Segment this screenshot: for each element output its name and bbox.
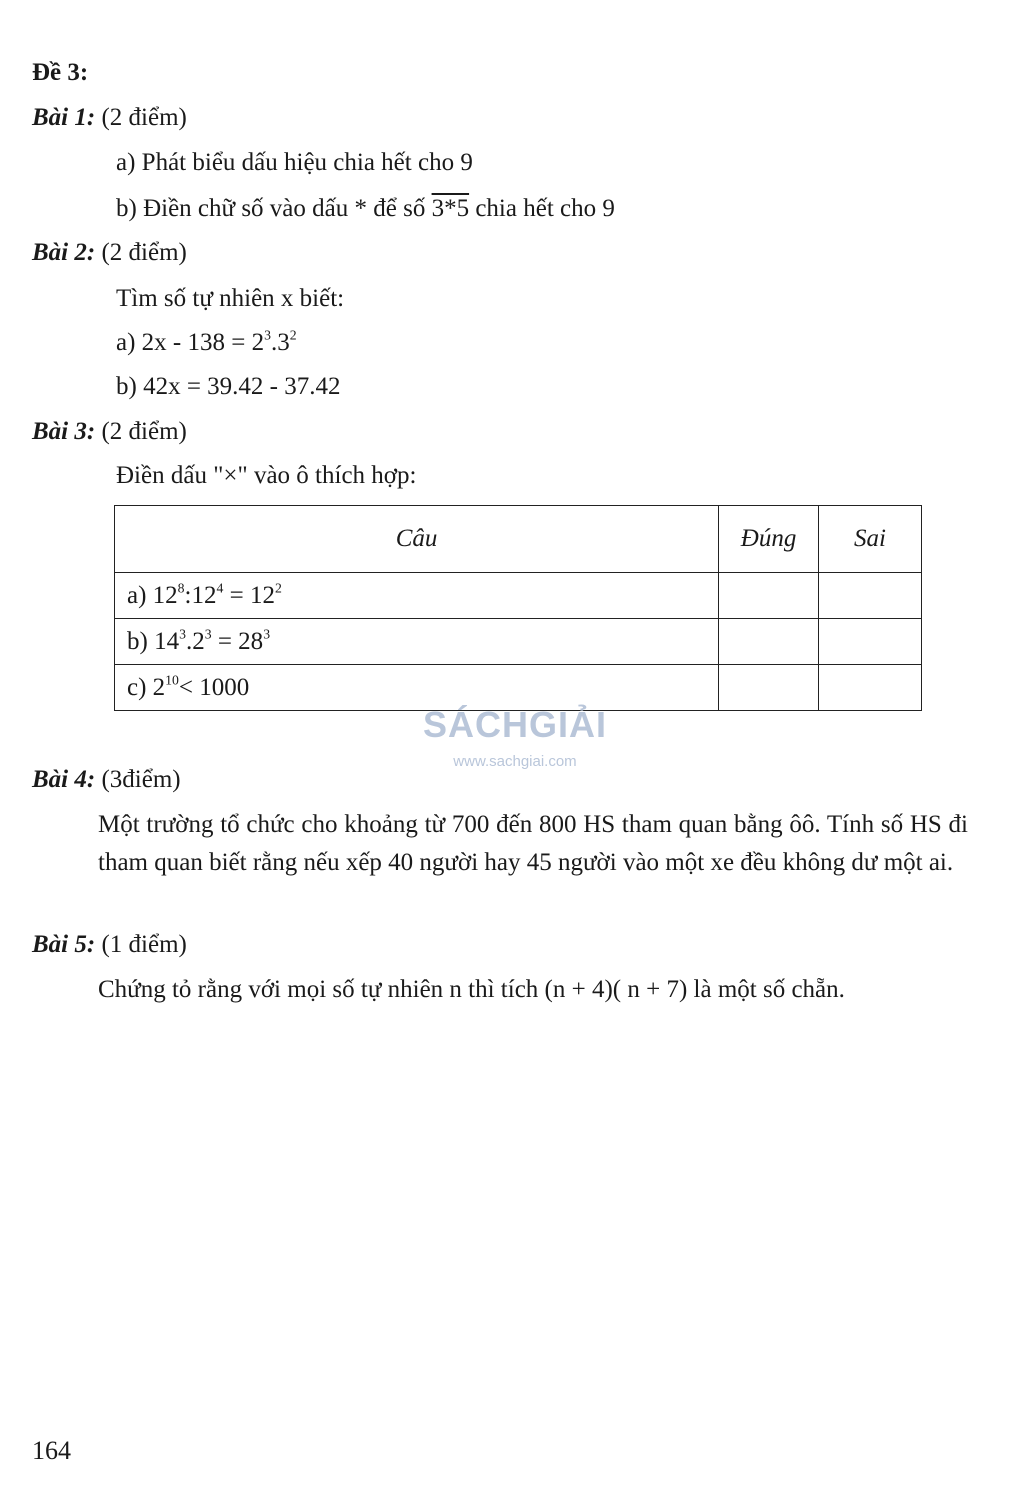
- answer-cell-dung-a[interactable]: [719, 573, 819, 619]
- bai2-a-exp1: 3: [264, 327, 271, 343]
- bai4-heading: [32, 765, 181, 795]
- answer-cell-sai-a[interactable]: [819, 573, 922, 619]
- bai1-label: Bài 1:: [32, 104, 96, 131]
- page-number: 164: [32, 1436, 71, 1465]
- header-dung: Đúng: [719, 506, 819, 573]
- bai1-b-before: b) Điền chữ số vào dấu * để số: [116, 195, 432, 222]
- true-false-table: [114, 505, 922, 711]
- row-a-part3: = 12: [223, 581, 275, 609]
- bai4-label: Bài 4:: [32, 766, 96, 793]
- table-row: [115, 619, 922, 665]
- statement-b: [115, 619, 719, 665]
- exam-title: Đề 3:: [32, 59, 89, 86]
- bai2-a-text: a) 2x - 138 = 2: [116, 329, 265, 356]
- bai1-b-after: chia hết cho 9: [469, 195, 615, 222]
- bai4-points: (3điểm): [101, 766, 181, 793]
- row-a-exp2: 4: [216, 580, 224, 596]
- bai3-points: (2 điểm): [101, 418, 187, 445]
- bai2-a-mid: .3: [270, 329, 290, 356]
- row-c-exp1: 10: [165, 672, 179, 688]
- bai2-label: Bài 2:: [32, 239, 96, 266]
- bai5-label: Bài 5:: [32, 931, 96, 958]
- table-header-row: [115, 506, 922, 573]
- bai2-part-a: [116, 328, 297, 358]
- row-a-part2: :12: [184, 581, 217, 609]
- row-b-part3: = 28: [211, 627, 264, 655]
- bai2-intro: Tìm số tự nhiên x biết:: [116, 285, 345, 312]
- answer-cell-sai-b[interactable]: [819, 619, 922, 665]
- bai3-label: Bài 3:: [32, 418, 96, 445]
- bai1-part-b: [116, 194, 615, 224]
- table-row: [115, 573, 922, 619]
- bai5-text: Chứng tỏ rằng với mọi số tự nhiên n thì tích (n + 4)( n + 7) là một số chẵn.: [98, 976, 845, 1003]
- row-b-part1: b) 14: [127, 627, 180, 655]
- answer-cell-dung-b[interactable]: [719, 619, 819, 665]
- bai4-text: Một trường tổ chức cho khoảng từ 700 đến 800 HS tham quan bằng ôô. Tính số HS đi tham quan biết rằng nếu xếp 40 người hay 45 người vào một xe đều không dư một ai.: [98, 811, 968, 876]
- bai2-part-b: b) 42x = 39.42 - 37.42: [116, 373, 341, 400]
- bai5-heading: [32, 930, 187, 960]
- header-cau: Câu: [115, 506, 719, 573]
- row-b-exp1: 3: [179, 626, 186, 642]
- bai1-part-a: a) Phát biểu dấu hiệu chia hết cho 9: [116, 149, 473, 176]
- bai1-b-number: 3*5: [431, 195, 470, 222]
- bai5-points: (1 điểm): [101, 931, 187, 958]
- answer-cell-sai-c[interactable]: [819, 665, 922, 711]
- header-sai: Sai: [819, 506, 922, 573]
- row-a-exp1: 8: [177, 580, 185, 596]
- row-c-part1: c) 2: [127, 673, 166, 701]
- bai2-a-exp2: 2: [289, 327, 297, 343]
- bai3-heading: [32, 417, 187, 447]
- statement-a: [115, 573, 719, 619]
- row-c-part2: < 1000: [178, 673, 250, 701]
- bai1-heading: [32, 103, 187, 133]
- row-a-exp3: 2: [274, 580, 282, 596]
- bai3-intro: Điền dấu "×" vào ô thích hợp:: [116, 462, 417, 489]
- row-b-exp3: 3: [263, 626, 271, 642]
- watermark-url: www.sachgiai.com: [453, 752, 577, 770]
- answer-cell-dung-c[interactable]: [719, 665, 819, 711]
- bai2-heading: [32, 238, 187, 268]
- row-b-part2: .2: [185, 627, 205, 655]
- bai2-points: (2 điểm): [101, 239, 187, 266]
- row-a-part1: a) 12: [127, 581, 178, 609]
- bai1-points: (2 điểm): [101, 104, 187, 131]
- watermark: [410, 702, 620, 792]
- row-b-exp2: 3: [204, 626, 212, 642]
- watermark-brand: SÁCHGIẢI: [422, 704, 607, 745]
